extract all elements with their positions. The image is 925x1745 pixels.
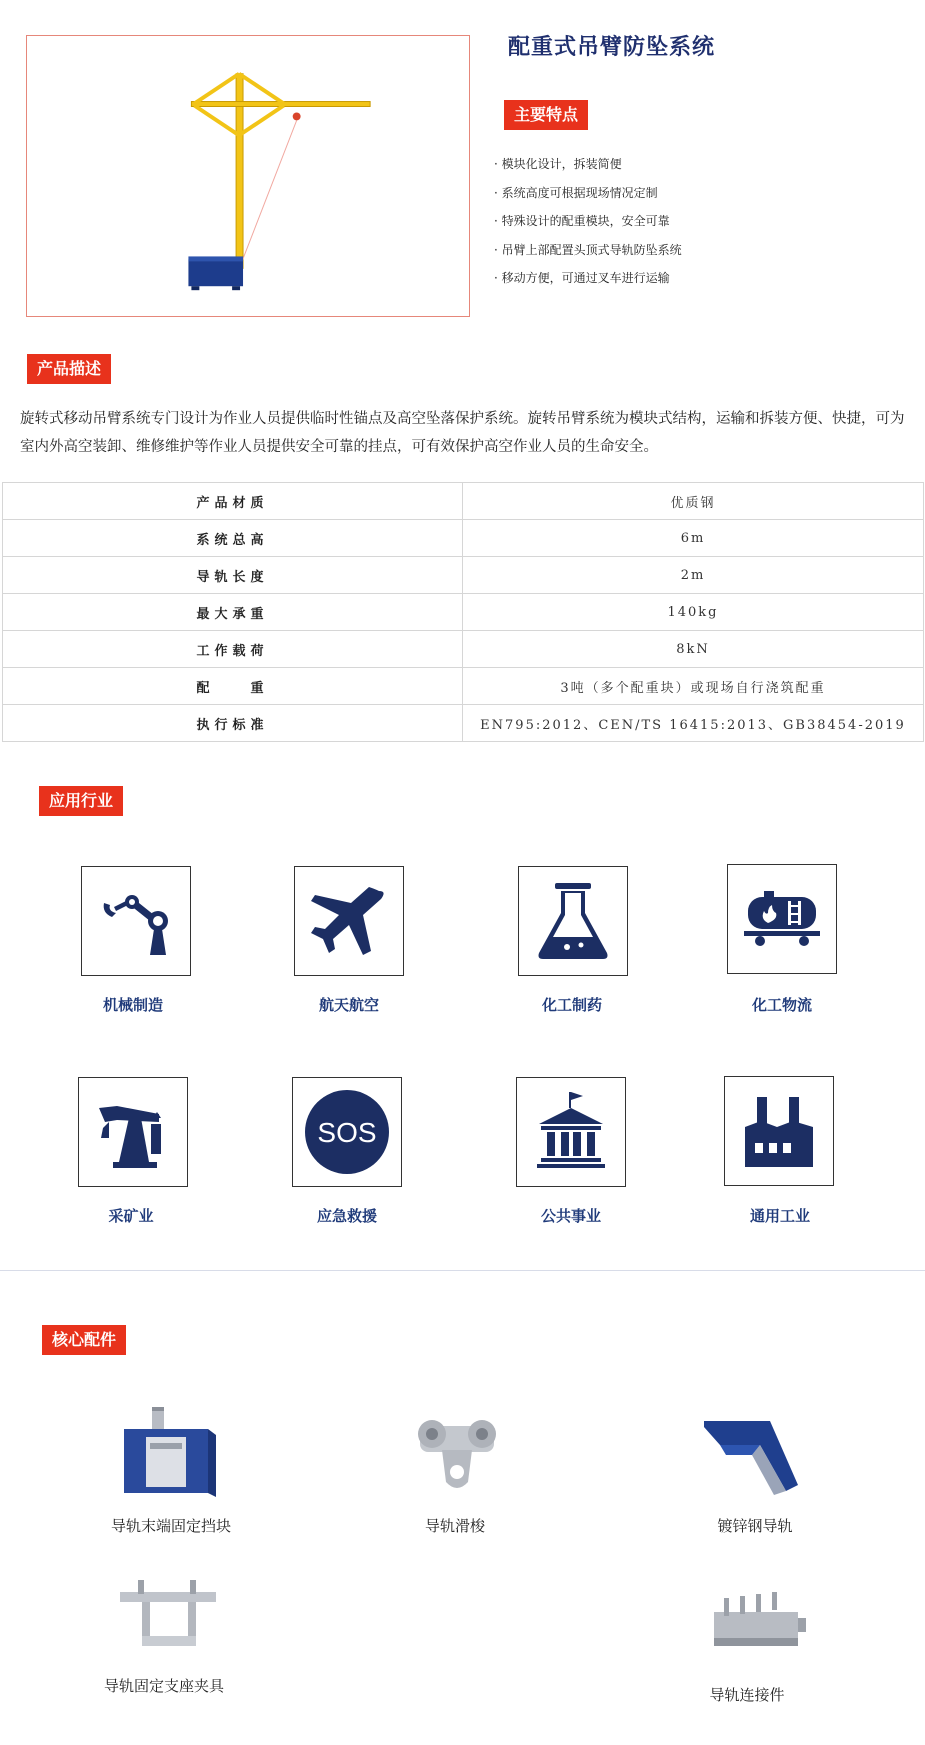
feature-item: · 移动方便，可通过叉车进行运输	[494, 271, 670, 285]
factory-icon	[724, 1076, 834, 1186]
part-label: 导轨末端固定挡块	[110, 1517, 231, 1535]
rail-end-stop-image	[116, 1405, 226, 1505]
spec-value: 8kN	[463, 631, 924, 668]
feature-item: · 系统高度可根据现场情况定制	[494, 185, 658, 200]
tank-wagon-icon	[727, 864, 837, 974]
spec-row	[3, 557, 924, 594]
sos-text: SOS	[317, 1117, 377, 1148]
section-divider	[0, 1270, 925, 1271]
industries-heading: 应用行业	[39, 786, 123, 816]
spec-label: 工作载荷	[3, 631, 463, 668]
industry-label: 化工物流	[751, 996, 812, 1014]
spec-row	[3, 594, 924, 631]
spec-label: 系统总高	[3, 520, 463, 557]
oil-pump-icon	[78, 1077, 188, 1187]
robot-arm-icon	[81, 866, 191, 976]
rail-connector-image	[704, 1582, 814, 1682]
feature-item: · 模块化设计，拆装简便	[494, 157, 622, 171]
spec-value: 2m	[463, 557, 924, 594]
jib-crane-illustration	[27, 36, 469, 316]
spec-label: 导轨长度	[3, 557, 463, 594]
parts-heading: 核心配件	[42, 1325, 126, 1355]
spec-label: 最大承重	[3, 594, 463, 631]
spec-row	[3, 483, 924, 520]
description-heading: 产品描述	[27, 354, 111, 384]
spec-label: 执行标准	[3, 705, 463, 742]
spec-value: EN795:2012、CEN/TS 16415:2013、GB38454-2019	[463, 705, 924, 742]
part-label: 导轨连接件	[709, 1686, 785, 1704]
spec-row	[3, 668, 924, 705]
feature-item: · 特殊设计的配重模块，安全可靠	[494, 214, 670, 228]
feature-item: · 吊臂上部配置头顶式导轨防坠系统	[494, 242, 682, 257]
airplane-icon	[294, 866, 404, 976]
public-building-icon	[516, 1077, 626, 1187]
flask-icon	[518, 866, 628, 976]
rail-bracket-clamp-image	[114, 1572, 224, 1672]
spec-value: 3吨（多个配重块）或现场自行浇筑配重	[463, 668, 924, 705]
industry-label: 采矿业	[108, 1207, 154, 1225]
spec-row	[3, 631, 924, 668]
industry-label: 机械制造	[102, 996, 163, 1014]
galvanized-rail-image	[700, 1415, 810, 1515]
spec-value: 140kg	[463, 594, 924, 631]
spec-table	[2, 482, 924, 742]
industry-label: 公共事业	[540, 1207, 601, 1225]
features-list	[494, 155, 682, 298]
spec-row	[3, 520, 924, 557]
spec-label: 产品材质	[3, 483, 463, 520]
product-image	[26, 35, 470, 317]
spec-value: 6m	[463, 520, 924, 557]
industry-label: 应急救援	[316, 1207, 377, 1225]
industry-label: 化工制药	[541, 996, 602, 1014]
part-label: 导轨固定支座夹具	[103, 1677, 224, 1695]
description-text: 旋转式移动吊臂系统专门设计为作业人员提供临时性锚点及高空坠落保护系统。旋转吊臂系统为模块式结构，运输和拆装方便、快捷，可为室内外高空装卸、维修维护等作业人员提供安全可靠的挂点，可有效保护高空作业人员的生命安全。	[20, 411, 905, 455]
rail-trolley-image	[402, 1410, 512, 1510]
part-label: 导轨滑梭	[424, 1517, 485, 1535]
industry-label: 通用工业	[749, 1207, 810, 1225]
product-title: 配重式吊臂防坠系统	[508, 35, 716, 60]
spec-label: 配 重	[3, 668, 463, 705]
industry-label: 航天航空	[318, 996, 379, 1014]
spec-value: 优质钢	[463, 483, 924, 520]
spec-row	[3, 705, 924, 742]
features-heading: 主要特点	[504, 100, 588, 130]
sos-icon	[292, 1077, 402, 1187]
part-label: 镀锌钢导轨	[717, 1517, 793, 1535]
